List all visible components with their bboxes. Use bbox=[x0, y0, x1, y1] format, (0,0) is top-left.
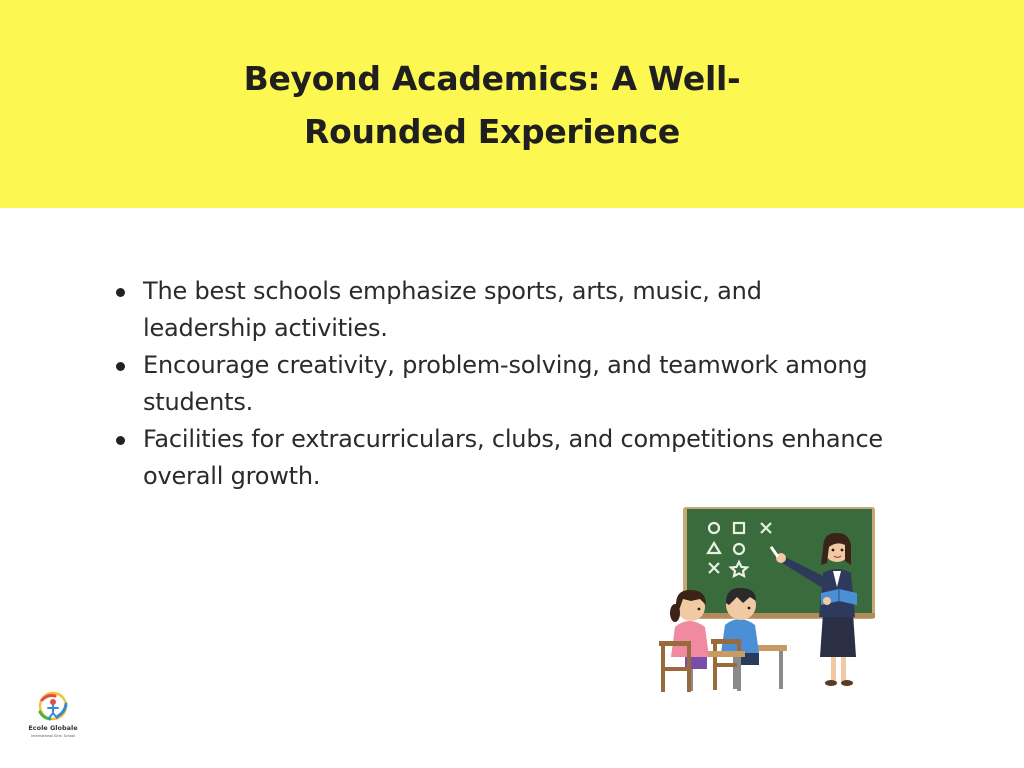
bullet-item-sports-arts bbox=[116, 273, 936, 347]
bullet-dot-icon bbox=[116, 288, 125, 297]
bullet-item-facilities bbox=[116, 421, 936, 495]
svg-text:Ecole Globale: Ecole Globale bbox=[28, 724, 78, 732]
bullet-text: Facilities for extracurriculars, clubs, and competitions enhance bbox=[143, 425, 884, 453]
svg-text:International Girls' School: International Girls' School bbox=[31, 734, 75, 738]
bullet-dot-icon bbox=[116, 362, 125, 371]
bullet-text: students. bbox=[143, 388, 254, 416]
classroom-teacher-students-icon bbox=[655, 505, 880, 695]
bullet-text: leadership activities. bbox=[143, 314, 388, 342]
ecole-globale-logo-icon bbox=[28, 690, 78, 742]
bullet-dot-icon bbox=[116, 436, 125, 445]
title-line-2: Rounded Experience bbox=[303, 112, 681, 151]
page-title bbox=[232, 52, 752, 158]
bullet-text: overall growth. bbox=[143, 462, 321, 490]
bullet-text: The best schools emphasize sports, arts, music, and bbox=[143, 277, 762, 305]
bullet-list bbox=[116, 273, 936, 495]
bullet-item-creativity bbox=[116, 347, 936, 421]
bullet-text: Encourage creativity, problem-solving, and teamwork among bbox=[143, 351, 868, 379]
title-line-1: Beyond Academics: A Well- bbox=[243, 59, 741, 98]
